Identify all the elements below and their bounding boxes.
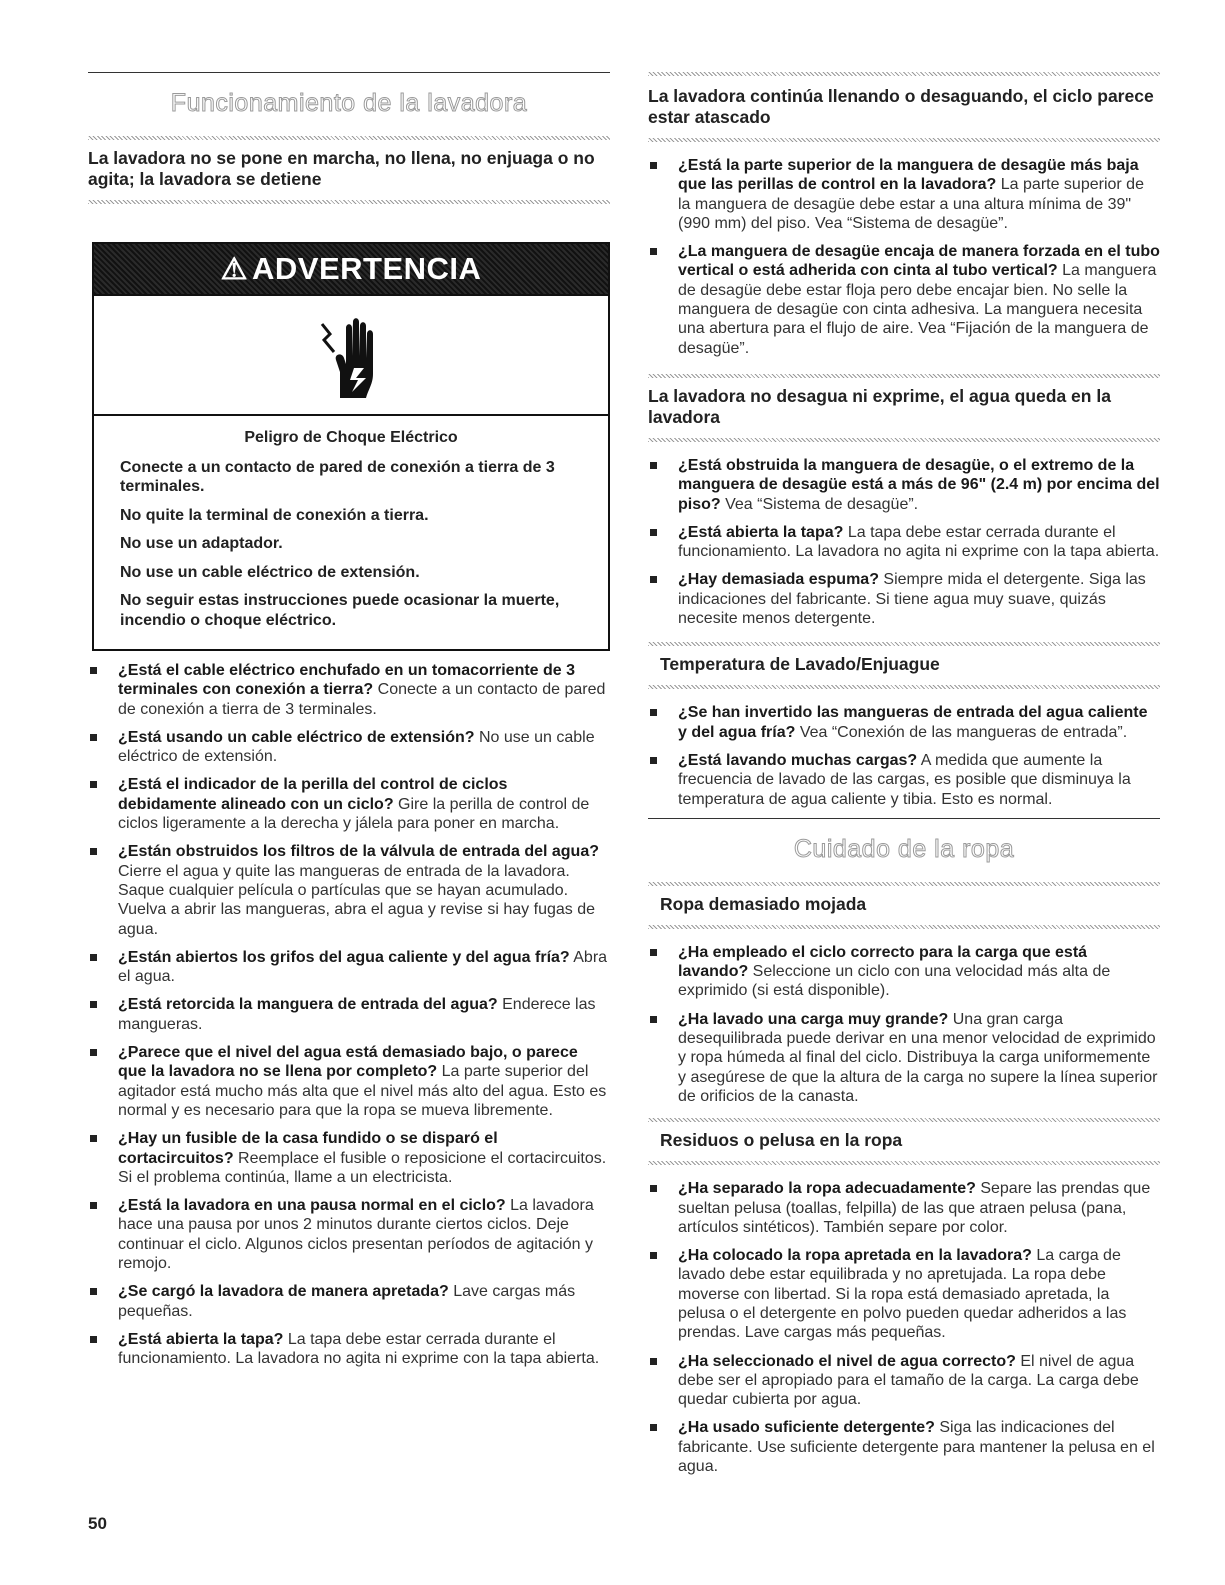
bullet-icon [90,1049,97,1056]
section-title-funcionamiento: Funcionamiento de la lavadora [170,89,528,117]
list-item [88,1330,610,1369]
list-item [88,1196,610,1273]
answer: Una gran carga desequilibrada puede derivar en una menor velocidad de exprimido y ropa húmeda al final del ciclo. Distribuya la carga uniformemente y asegúrese de que la altura de la carga no supere la línea superior de orificios de la canasta. [678,1010,1158,1105]
list-item [88,1129,610,1187]
list-item [648,456,1160,514]
bullet-icon [650,1252,657,1259]
hatch-divider [648,685,1160,689]
list-item [648,1010,1160,1106]
subhead-ropa-mojada: Ropa demasiado mojada [660,893,867,914]
bullet-icon [90,1288,97,1295]
list-item [648,570,1160,628]
warning-line: No use un cable eléctrico de extensión. [120,563,420,581]
answer: Vea “Conexión de las mangueras de entrada”. [795,723,1128,741]
answer: Reemplace el fusible o reposicione el cortacircuitos. Si el problema continúa, llame a un electricista. [118,1149,607,1186]
bullet-icon [650,709,657,716]
warning-header [94,244,608,294]
bullet-icon [650,1016,657,1023]
warning-line: No quite la terminal de conexión a tierra. [120,506,429,524]
list-item [88,661,610,719]
bullet-icon [90,1336,97,1343]
question: ¿Está abierta la tapa? [118,1330,284,1348]
answer: La carga de lavado debe estar equilibrada y no apretujada. La ropa debe moverse con libertad. Si la ropa está demasiado apretada, la pelusa o el detergente en polvo pueden quedar adheridos a las prendas. Lave cargas más pequeñas. [678,1247,1127,1342]
question: ¿Ha empleado el ciclo correcto para la carga que está lavando? [678,943,1088,981]
answer: La lavadora hace una pausa por unos 2 minutos durante ciertos ciclos. Deje continuar el ciclo. Algunos ciclos presentan períodos de agitación y remojo. [118,1197,594,1273]
question: ¿Ha lavado una carga muy grande? [678,1010,949,1028]
bullet-icon [650,162,657,169]
list-item [648,1418,1160,1476]
bullet-icon [650,1185,657,1192]
answer: Lave cargas más pequeñas. [118,1283,576,1320]
warning-line: No use un adaptador. [120,535,283,552]
warning-box [92,242,610,651]
question: ¿Están abiertos los grifos del agua caliente y del agua fría? [118,948,570,966]
question: ¿Se han invertido las mangueras de entrada del agua caliente y del agua fría? [678,704,1148,741]
troubleshoot-list [648,943,1160,1106]
answer: Siempre mida el detergente. Siga las indicaciones del fabricante. Si tiene agua muy suave, quizás necesite menos detergente. [678,571,1146,628]
list-item [648,523,1160,562]
warning-hazard: Peligro de Choque Eléctrico [244,429,458,446]
question: ¿Está obstruida la manguera de desagüe, o el extremo de la manguera de desagüe está a más de 96" (2.4 m) por encima del piso? [678,456,1160,513]
answer: Abra el agua. [118,948,608,986]
list-item [648,156,1160,233]
answer: Vea “Sistema de desagüe”. [720,495,919,513]
question: ¿Está la parte superior de la manguera de desagüe más baja que las perillas de control en la lavadora? [678,157,1139,194]
warning-line: No seguir estas instrucciones puede ocasionar la muerte, incendio o choque eléctrico. [120,592,560,629]
hatch-divider [648,1161,1160,1165]
question: ¿Está abierta la tapa? [678,523,844,541]
subhead-no-arranca: La lavadora no se pone en marcha, no llena, no enjuaga o no agita; la lavadora se detiene [88,148,595,189]
bullet-icon [90,1135,97,1142]
list-item [648,943,1160,1001]
answer: La tapa debe estar cerrada durante el funcionamiento. La lavadora no agita ni exprime con la tapa abierta. [118,1330,600,1368]
list-item [88,948,610,987]
subhead-atascado: La lavadora continúa llenando o desaguando, el ciclo parece estar atascado [648,86,1154,127]
question: ¿Está retorcida la manguera de entrada del agua? [118,996,498,1014]
question: ¿Está el indicador de la perilla del control de ciclos debidamente alineado con un ciclo? [118,776,508,813]
subhead-no-desagua: La lavadora no desagua ni exprime, el agua queda en la lavadora [648,385,1111,427]
answer: La parte superior de la manguera de desagüe debe estar a una altura mínima de 39" (990 mm) del piso. Vea “Sistema de desagüe”. [678,176,1144,232]
warning-body [94,416,608,649]
bullet-icon [90,1001,97,1008]
question: ¿Hay demasiada espuma? [678,571,879,589]
question: ¿Hay un fusible de la casa fundido o se disparó el cortacircuitos? [118,1130,498,1167]
bullet-icon [650,248,657,255]
warning-line: Conecte a un contacto de pared de conexión a tierra de 3 terminales. [120,458,555,495]
bullet-icon [90,667,97,674]
answer: La parte superior del agitador está mucho más alta que el nivel más alto del agua. Esto es normal y es necesario para que la ropa se mueva libremente. [118,1063,607,1119]
question: ¿Ha seleccionado el nivel de agua correcto? [678,1352,1016,1370]
answer: La tapa debe estar cerrada durante el funcionamiento. La lavadora no agita ni exprime con la tapa abierta. [678,523,1160,561]
list-item [88,1043,610,1120]
answer: No use un cable eléctrico de extensión. [118,728,595,766]
troubleshoot-list [648,703,1160,808]
bullet-icon [90,848,97,855]
question: ¿Está lavando muchas cargas? [678,751,918,769]
list-item [648,751,1160,809]
bullet-icon [650,576,657,583]
bullet-icon [650,757,657,764]
list-item [648,703,1160,742]
question: ¿Está la lavadora en una pausa normal en el ciclo? [118,1197,506,1215]
answer: El nivel de agua debe ser el apropiado para el tamaño de la carga. La carga debe quedar cubierta por agua. [678,1352,1139,1409]
list-item [88,995,610,1034]
warning-triangle-icon: ⚠ [220,252,248,286]
page-number: 50 [88,1514,107,1533]
bullet-icon [650,529,657,536]
list-item [648,242,1160,358]
question: ¿La manguera de desagüe encaja de manera forzada en el tubo vertical o está adherida con cinta al tubo vertical? [678,243,1160,280]
subhead-residuos: Residuos o pelusa en la ropa [660,1130,903,1151]
bullet-icon [90,954,97,961]
bullet-icon [650,949,657,956]
bullet-icon [90,734,97,741]
troubleshoot-list [648,1179,1160,1476]
warning-title: ADVERTENCIA [252,251,482,286]
hatch-divider [648,438,1160,442]
bullet-icon [90,781,97,788]
troubleshoot-list [648,456,1160,628]
troubleshoot-list [648,156,1160,358]
list-item [88,1282,610,1321]
answer: Cierre el agua y quite las mangueras de entrada de la lavadora. Saque cualquier película o partículas que se hayan acumulado. Vuelva a abrir las mangueras, abra el agua y revise si hay fugas de agua. [118,862,596,938]
list-item [648,1179,1160,1237]
bullet-icon [650,462,657,469]
answer: Seleccione un ciclo con una velocidad más alta de exprimido (si está disponible). [678,963,1111,1000]
troubleshoot-list [88,661,610,1369]
electric-shock-hand-icon [316,310,386,400]
hatch-divider [648,138,1160,142]
question: ¿Ha colocado la ropa apretada en la lavadora? [678,1247,1032,1265]
hatch-divider [88,200,610,204]
list-item [648,1352,1160,1410]
bullet-icon [650,1358,657,1365]
list-item [648,1246,1160,1342]
answer: La manguera de desagüe debe estar floja pero debe encajar bien. No selle la manguera de desagüe con cinta adhesiva. La manguera necesita una abertura para el flujo de aire. Vea “Fijación de la manguera de desagüe”. [678,262,1157,357]
list-item [88,728,610,767]
answer: Siga las indicaciones del fabricante. Use suficiente detergente para mantener la pelusa en el agua. [678,1419,1155,1476]
answer: Separe las prendas que sueltan pelusa (toallas, felpilla) de las que atraen pelusa (pana, artículos sintéticos). También separe por color. [678,1180,1151,1236]
list-item [88,775,610,833]
question: ¿Están obstruidos los filtros de la válvula de entrada del agua? [118,843,599,861]
question: ¿Está usando un cable eléctrico de extensión? [118,728,475,746]
warning-icon-area [94,294,608,416]
answer: Enderece las mangueras. [118,996,596,1033]
question: ¿Está el cable eléctrico enchufado en un tomacorriente de 3 terminales con conexión a tierra? [118,662,576,699]
hatch-divider [648,925,1160,929]
answer: A medida que aumente la frecuencia de lavado de las cargas, es posible que disminuya la temperatura de agua caliente y tibia. Esto es normal. [678,751,1131,808]
bullet-icon [650,1424,657,1431]
question: ¿Parece que el nivel del agua está demasiado bajo, o parece que la lavadora no se llena por completo? [118,1044,578,1081]
right-column [648,72,1160,1485]
answer: Conecte a un contacto de pared de conexión a tierra de 3 terminales. [118,681,606,718]
question: ¿Se cargó la lavadora de manera apretada? [118,1283,449,1301]
section-title-cuidado: Cuidado de la ropa [793,834,1015,863]
left-column [88,72,610,1378]
bullet-icon [90,1202,97,1209]
question: ¿Ha usado suficiente detergente? [678,1419,935,1437]
subhead-temperatura: Temperatura de Lavado/Enjuague [660,654,940,675]
question: ¿Ha separado la ropa adecuadamente? [678,1180,976,1198]
answer: Gire la perilla de control de ciclos ligeramente a la derecha y jálela para poner en marcha. [118,795,590,833]
list-item [88,842,610,938]
